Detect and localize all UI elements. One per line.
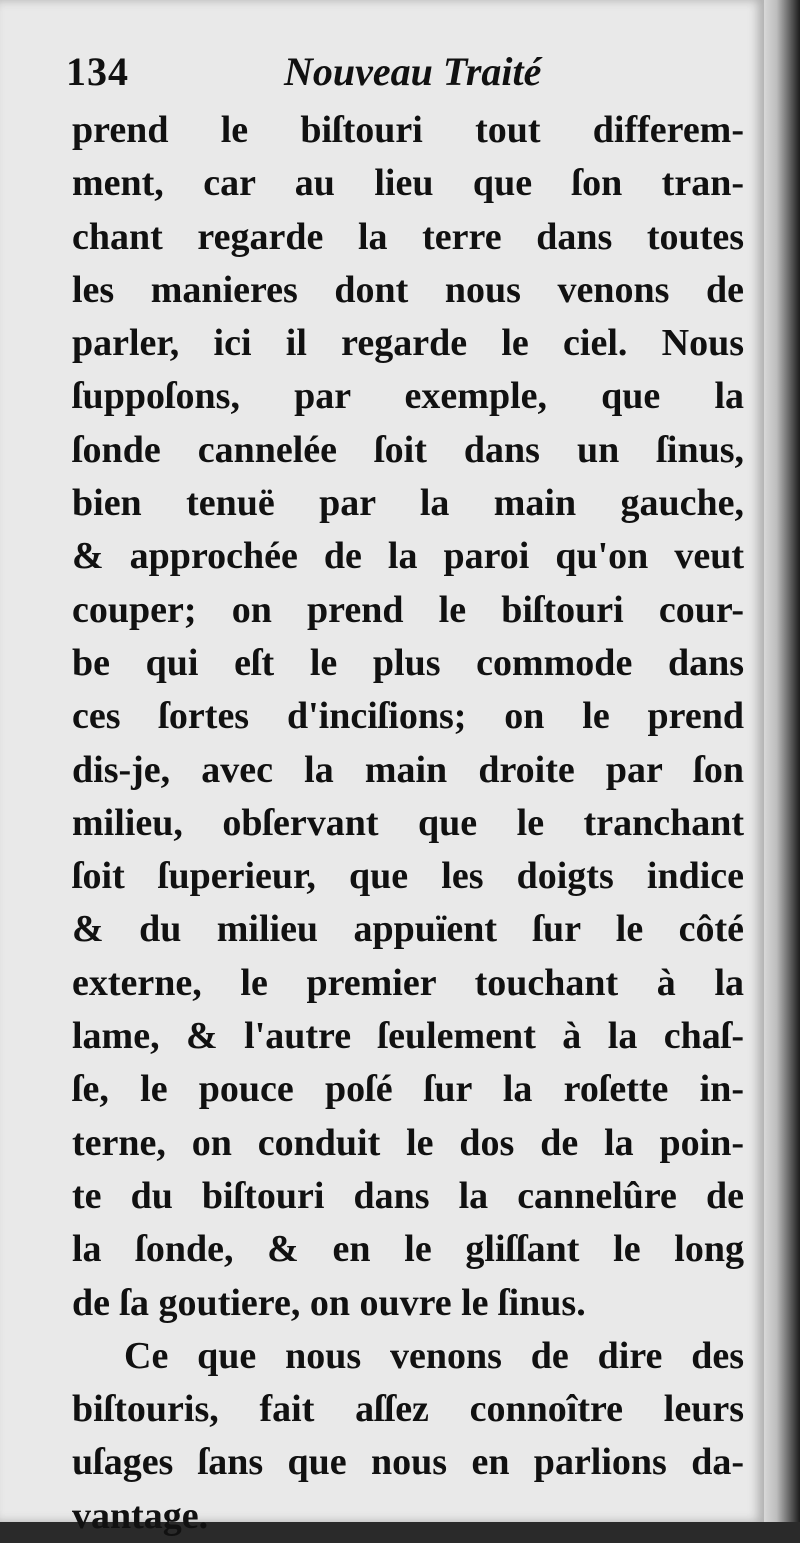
paragraph-2 bbox=[72, 1330, 744, 1543]
text-line: & approchée de la paroi qu'on veut bbox=[72, 535, 744, 578]
text-line: bien tenuë par la main gauche, bbox=[72, 482, 744, 525]
text-line: be qui eſt le plus commode dans bbox=[72, 641, 744, 684]
text-line: parler, ici il regarde le ciel. Nous bbox=[72, 322, 744, 365]
text-line: te du biſtouri dans la cannelûre de bbox=[72, 1174, 744, 1217]
text-line: la ſonde, & en le gliſſant le long bbox=[72, 1228, 744, 1271]
text-line: de ſa goutiere, on ouvre le ſinus. bbox=[72, 1281, 586, 1324]
text-line: lame, & l'autre ſeulement à la chaſ- bbox=[72, 1015, 744, 1058]
text-line: externe, le premier touchant à la bbox=[72, 961, 744, 1004]
page-number: 134 bbox=[66, 49, 129, 94]
book-gutter-edge bbox=[764, 0, 800, 1522]
text-line: uſages ſans que nous en parlions da- bbox=[72, 1441, 744, 1484]
page-header bbox=[66, 44, 626, 102]
text-line: couper; on prend le biſtouri cour- bbox=[72, 588, 744, 631]
text-line: ſoit ſuperieur, que les doigts indice bbox=[72, 855, 744, 898]
text-line: chant regarde la terre dans toutes bbox=[72, 215, 744, 258]
text-line: dis-je, avec la main droite par ſon bbox=[72, 748, 744, 791]
text-line: ſe, le pouce poſé ſur la roſette in- bbox=[72, 1068, 744, 1111]
text-line: milieu, obſervant que le tranchant bbox=[72, 801, 744, 844]
text-line: terne, on conduit le dos de la poin- bbox=[72, 1121, 744, 1164]
text-line: vantage. bbox=[72, 1494, 209, 1537]
text-line: & du milieu appuïent ſur le côté bbox=[72, 908, 744, 951]
text-line: prend le biſtouri tout differem- bbox=[72, 109, 744, 151]
text-line: Ce que nous venons de dire des bbox=[124, 1334, 744, 1377]
text-line: biſtouris, fait aſſez connoître leurs bbox=[72, 1388, 744, 1431]
text-line: ſonde cannelée ſoit dans un ſinus, bbox=[72, 428, 744, 471]
text-line: ces ſortes d'inciſions; on le prend bbox=[72, 695, 744, 738]
text-line: ment, car au lieu que ſon tran- bbox=[72, 162, 744, 205]
text-line: les manieres dont nous venons de bbox=[72, 268, 744, 311]
running-title: Nouveau Traité bbox=[284, 49, 542, 94]
page-body bbox=[72, 104, 744, 1543]
paragraph-1 bbox=[72, 104, 744, 1330]
text-line: ſuppoſons, par exemple, que la bbox=[72, 375, 744, 418]
